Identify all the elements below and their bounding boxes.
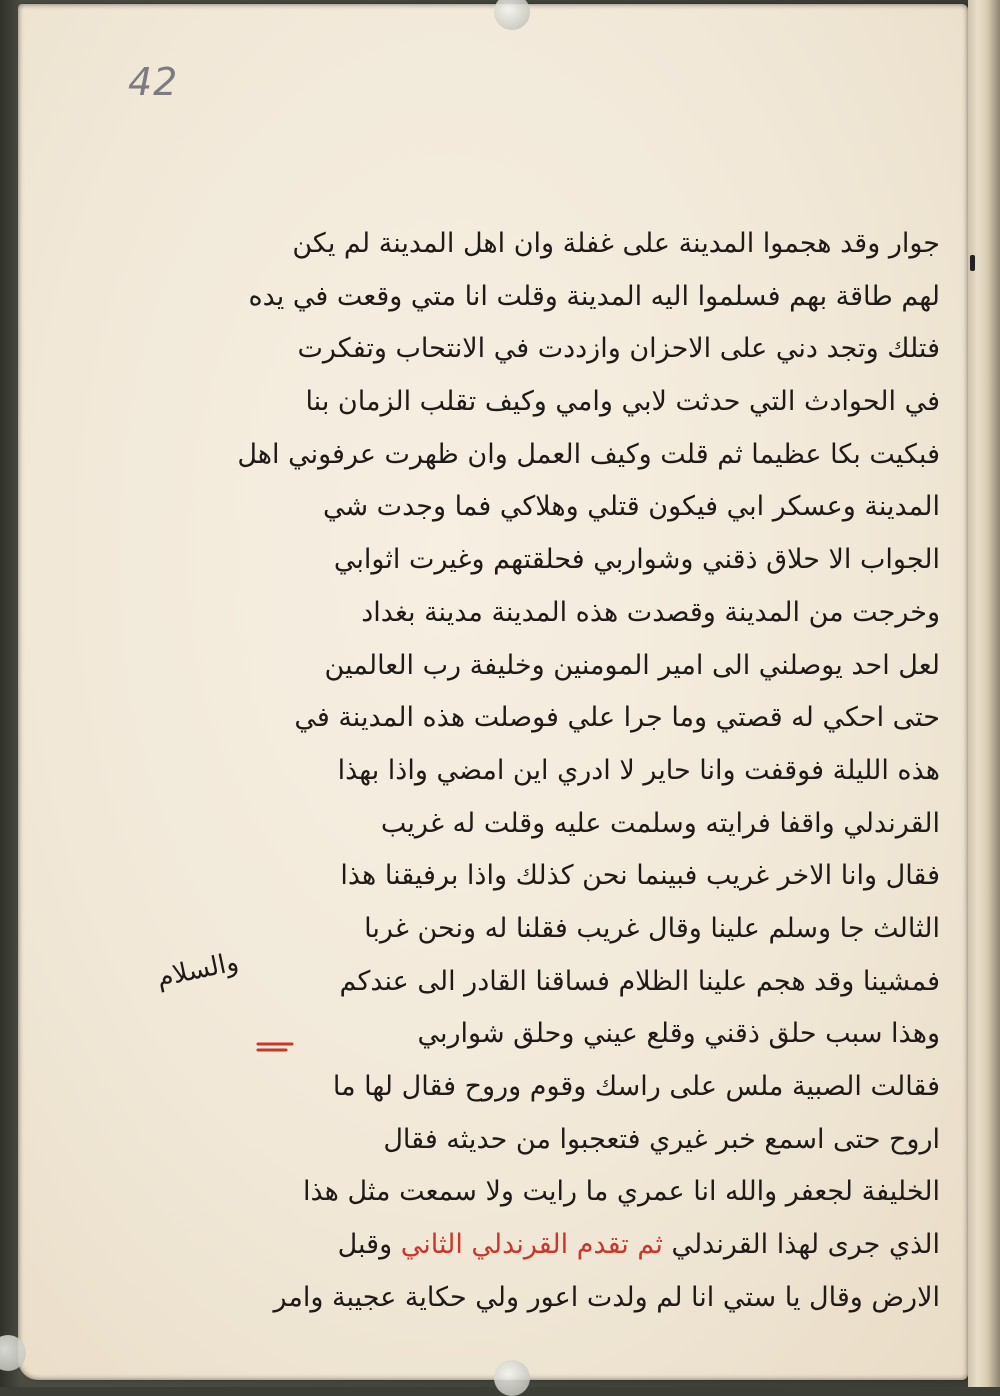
text-line: هذه الليلة فوقفت وانا حاير لا ادري اين امضي واذا بهذا [337,754,940,786]
text-line: لعل احد يوصلني الى امير المومنين وخليفة رب العالمين [324,649,940,681]
text-line: جوار وقد هجموا المدينة على غفلة وان اهل المدينة لم يكن [292,228,940,259]
binding-mark [970,255,975,271]
text-line: فقالت الصبية ملس على راسك وقوم وروح فقال لها ما [332,1071,940,1102]
text-line: الخليفة لجعفر والله انا عمري ما رايت ولا سمعت مثل هذا [302,1176,940,1208]
text-line: لهم طاقة بهم فسلموا اليه المدينة وقلت انا متي وقعت في يده [248,280,940,312]
text-line: الجواب الا حلاق ذقني وشواربي فحلقتهم وغيرت اثوابي [333,544,940,576]
rubric-mark-icon [256,1040,296,1054]
text-line-rubric [200,1219,940,1272]
text-line: وهذا سبب حلق ذقني وقلع عيني وحلق شواربي [417,1018,940,1050]
text-line: فبكيت بكا عظيما ثم قلت وكيف العمل وان ظهرت عرفوني اهل [237,438,940,470]
text-line: في الحوادث التي حدثت لابي وامي وكيف تقلب الزمان بنا [305,386,940,418]
text-line: الارض وقال يا ستي انا لم ولدت اعور ولي حكاية عجيبة وامر [273,1281,940,1313]
text-line: وخرجت من المدينة وقصدت هذه المدينة مدينة بغداد [361,596,940,628]
text-line: المدينة وعسكر ابي فيكون قتلي وهلاكي فما وجدت شي [322,491,940,523]
text-line: اروح حتى اسمع خبر غيري فتعجبوا من حديثه فقال [383,1123,940,1155]
text-line: القرندلي واقفا فرايته وسلمت عليه وقلت له غريب [380,807,940,839]
text-line: فمشينا وقد هجم علينا الظلام فساقنا القادر الى عندكم [339,965,940,997]
manuscript-text [200,218,940,1324]
text-line: الثالث جا وسلم علينا وقال غريب فقلنا له ونحن غربا [364,912,940,944]
text-segment: الذي جرى لهذا القرندلي [671,1229,940,1261]
text-line: فتلك وتجد دني على الاحزان وازددت في الانتحاب وتفكرت [297,333,940,365]
margin-note: والسلام [154,947,242,994]
rubric-text: ثم تقدم القرندلي الثاني [400,1229,663,1261]
text-line: فقال وانا الاخر غريب فبينما نحن كذلك واذا برفيقنا هذا [340,860,940,892]
text-line: حتى احكي له قصتي وما جرا علي فوصلت هذه المدينة في [294,702,940,734]
clip-bottom-icon [494,1360,530,1396]
text-segment: وقبل [337,1229,393,1261]
folio-number: 42 [128,60,179,104]
binding-gutter [968,0,1000,1387]
